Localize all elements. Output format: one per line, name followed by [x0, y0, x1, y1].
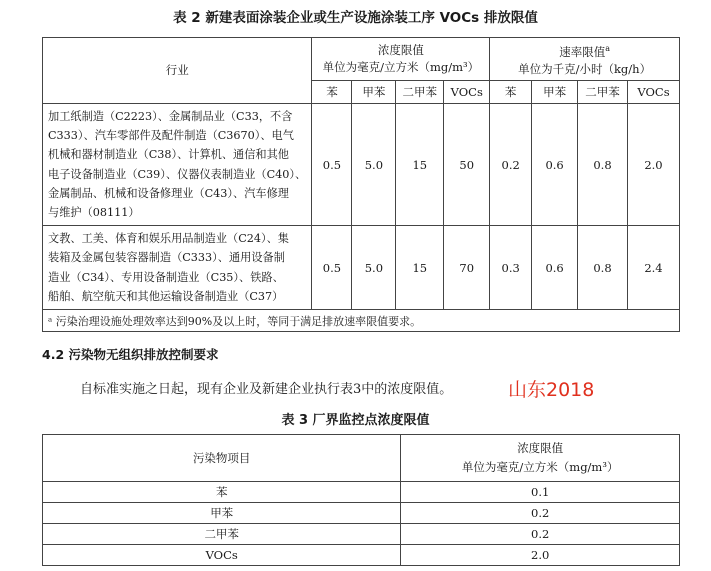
industry-line: 电子设备制造业（C39）、仪器仪表制造业（C40）、: [48, 167, 307, 181]
pollutant-col-header: 二甲苯: [578, 81, 628, 104]
concentration-header: [312, 38, 490, 81]
table-row: [43, 545, 680, 566]
industry-line: 与维护（08111）: [48, 206, 140, 220]
table3: [42, 434, 680, 566]
industry-cell: [43, 104, 312, 226]
industry-line: C333）、汽车零部件及配件制造（C3670）、电气: [48, 129, 294, 143]
table-row: [43, 226, 680, 310]
industry-line: 文教、工美、体育和娱乐用品制造业（C24）、集: [48, 232, 289, 246]
value-cell: 50: [444, 104, 490, 226]
rate-footnote-mark: a: [605, 44, 610, 54]
industry-line: 机械和器材制造业（C38）、计算机、通信和其他: [48, 148, 289, 162]
table-row: [43, 524, 680, 545]
red-annotation: 山东2018: [508, 379, 595, 401]
value-cell: 0.8: [578, 226, 628, 310]
value-cell: 0.6: [532, 226, 578, 310]
value-cell: 0.6: [532, 104, 578, 226]
concentration-unit: 单位为毫克/立方米（mg/m³）: [461, 460, 619, 474]
industry-header: 行业: [43, 38, 312, 104]
pollutant-col-header: 甲苯: [532, 81, 578, 104]
value-cell: 5.0: [352, 104, 396, 226]
concentration-title: 浓度限值: [377, 43, 424, 57]
industry-line: 金属制品、机械和设备修理业（C43）、汽车修理: [48, 186, 289, 200]
item-cell: 甲苯: [43, 503, 401, 524]
value-cell: 0.5: [312, 226, 352, 310]
section-heading: 4.2 污染物无组织排放控制要求: [42, 347, 219, 362]
pollutant-col-header: 二甲苯: [396, 81, 444, 104]
concentration-title: 浓度限值: [517, 441, 564, 455]
pollutant-col-header: VOCs: [627, 81, 679, 104]
body-paragraph: 自标准实施之日起，现有企业及新建企业执行表3中的浓度限值。: [80, 382, 453, 397]
industry-cell: [43, 226, 312, 310]
item-cell: 二甲苯: [43, 524, 401, 545]
pollutant-col-header: 甲苯: [352, 81, 396, 104]
value-cell: 70: [444, 226, 490, 310]
rate-header: [490, 38, 680, 81]
industry-line: 加工纸制造（C2223）、金属制品业（C33，不含: [48, 110, 293, 123]
pollutant-col-header: 苯: [312, 81, 352, 104]
table-row: [43, 503, 680, 524]
value-cell: 0.5: [312, 104, 352, 226]
concentration-header: [401, 435, 680, 482]
table-row: [43, 482, 680, 503]
item-cell: VOCs: [43, 545, 401, 566]
item-header: 污染物项目: [43, 435, 401, 482]
pollutant-col-header: 苯: [490, 81, 532, 104]
value-cell: 5.0: [352, 226, 396, 310]
industry-line: 船舶、航空航天和其他运输设备制造业（C37）: [48, 289, 284, 303]
pollutant-col-header: VOCs: [444, 81, 490, 104]
item-cell: 苯: [43, 482, 401, 503]
table2: [42, 37, 680, 332]
table-row: [43, 104, 680, 226]
concentration-unit: 单位为毫克/立方米（mg/m³）: [322, 60, 480, 74]
rate-unit: 单位为千克/小时（kg/h）: [518, 61, 652, 76]
rate-title: 速率限值$^a$: [559, 44, 610, 59]
industry-line: 装箱及金属包装容器制造（C333）、通用设备制: [48, 251, 285, 265]
table3-title: 表 3 厂界监控点浓度限值: [281, 413, 430, 428]
value-cell: 0.3: [490, 226, 532, 310]
industry-line: 造业（C34）、专用设备制造业（C35）、铁路、: [48, 270, 284, 284]
value-cell: 0.2: [401, 503, 680, 524]
value-cell: 2.0: [401, 545, 680, 566]
value-cell: 15: [396, 104, 444, 226]
table2-footnote: ᵃ 污染治理设施处理效率达到90%及以上时，等同于满足排放速率限值要求。: [43, 310, 680, 332]
value-cell: 15: [396, 226, 444, 310]
value-cell: 0.2: [490, 104, 532, 226]
value-cell: 0.8: [578, 104, 628, 226]
value-cell: 0.1: [401, 482, 680, 503]
value-cell: 2.0: [627, 104, 679, 226]
value-cell: 0.2: [401, 524, 680, 545]
table2-title: 表 2 新建表面涂装企业或生产设施涂装工序 VOCs 排放限值: [173, 10, 538, 26]
value-cell: 2.4: [627, 226, 679, 310]
